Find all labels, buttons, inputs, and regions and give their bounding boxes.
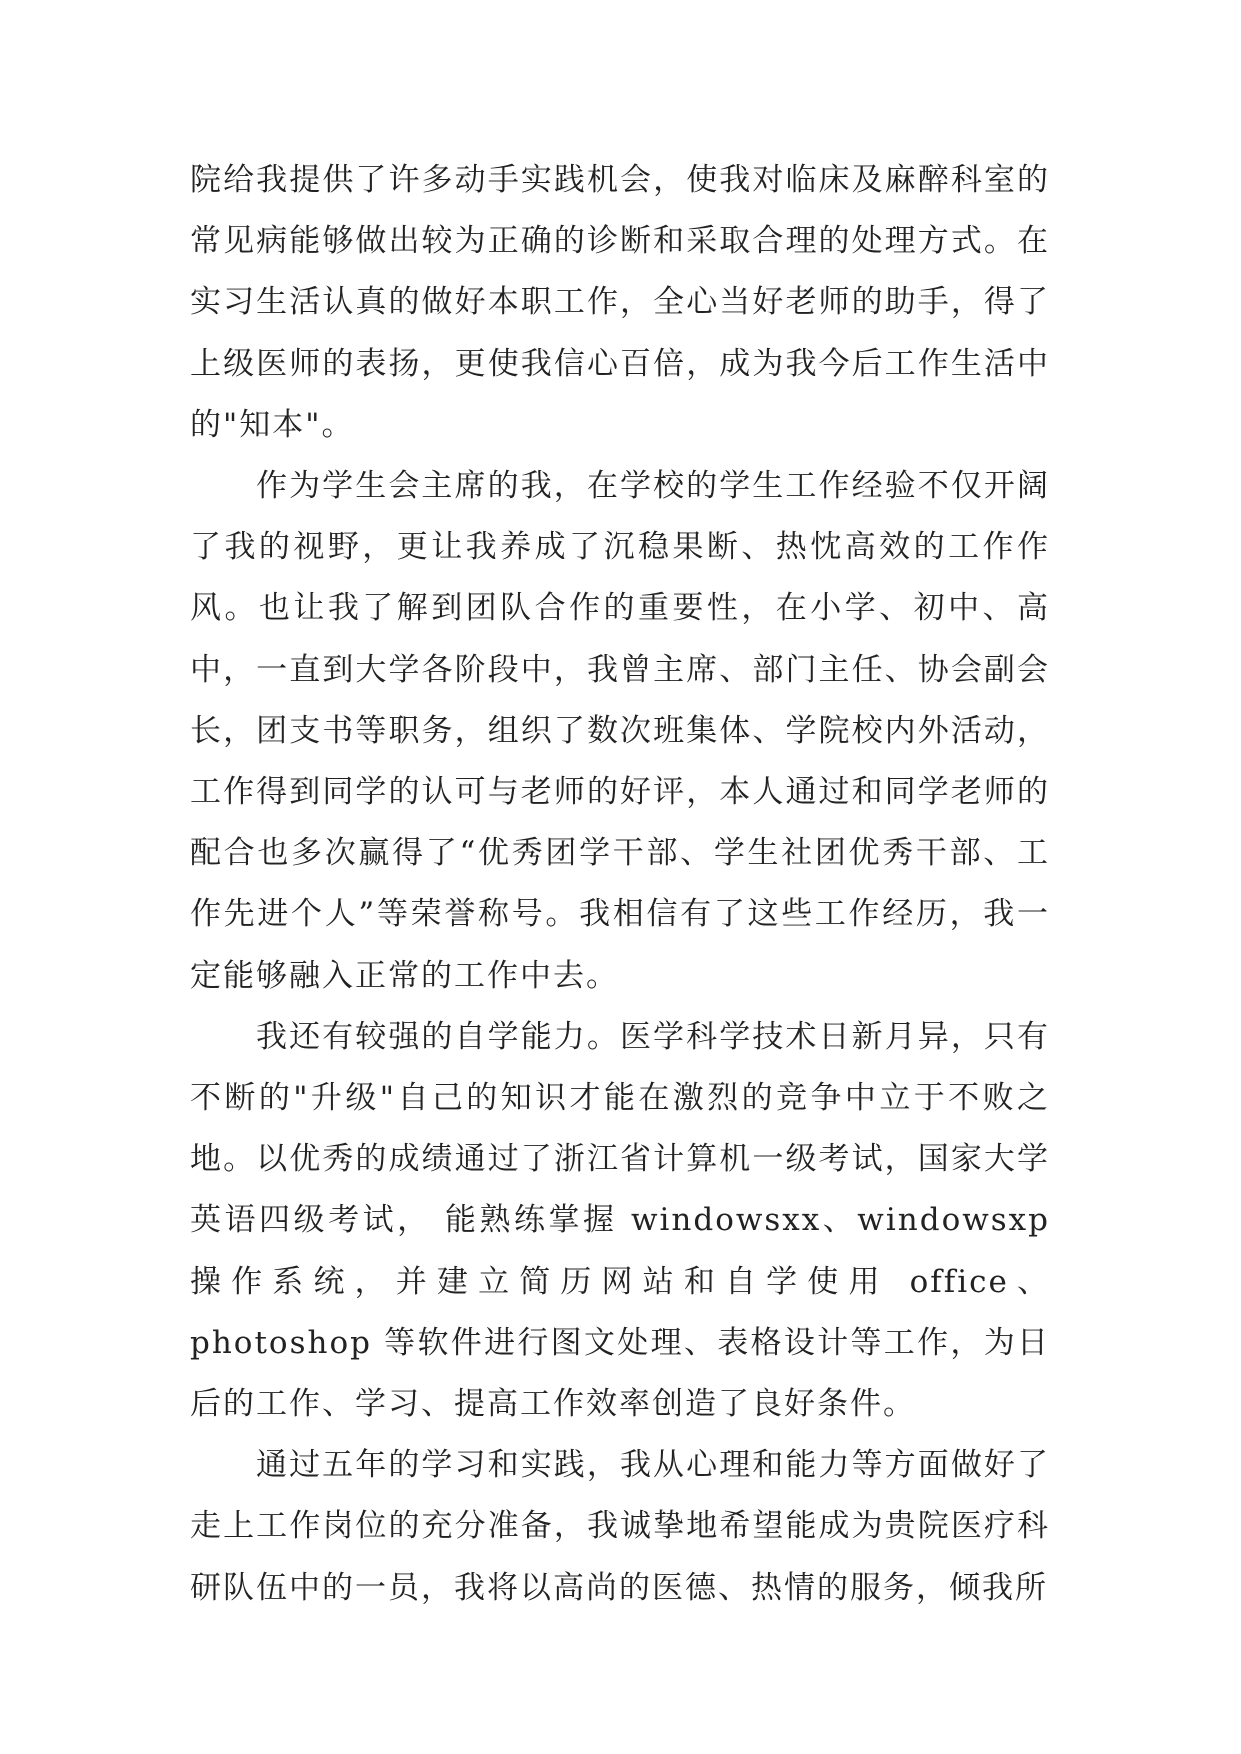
paragraph-conclusion: 通过五年的学习和实践，我从心理和能力等方面做好了走上工作岗位的充分准备，我诚挚地希望能成为贵院医疗科研队伍中的一员，我将以高尚的医德、热情的服务，倾我所 [190, 1447, 1050, 1606]
paragraph-continuation: 院给我提供了许多动手实践机会，使我对临床及麻醉科室的常见病能够做出较为正确的诊断和采取合理的处理方式。在实习生活认真的做好本职工作，全心当好老师的助手，得了上级医师的表扬，更使我信心百倍，成为我今后工作生活中的"知本"。 [190, 162, 1050, 443]
document-body [190, 150, 1050, 1619]
paragraph-student-union: 作为学生会主席的我，在学校的学生工作经验不仅开阔了我的视野，更让我养成了沉稳果断、热忱高效的工作作风。也让我了解到团队合作的重要性，在小学、初中、高中，一直到大学各阶段中，我曾主席、部门主任、协会副会长，团支书等职务，组织了数次班集体、学院校内外活动，工作得到同学的认可与老师的好评，本人通过和同学老师的配合也多次赢得了“优秀团学干部、学生社团优秀干部、工作先进个人”等荣誉称号。我相信有了这些工作经历，我一定能够融入正常的工作中去。 [190, 468, 1050, 994]
paragraph-self-learning: 我还有较强的自学能力。医学科学技术日新月异，只有不断的"升级"自己的知识才能在激烈的竞争中立于不败之地。以优秀的成绩通过了浙江省计算机一级考试，国家大学英语四级考试， 能熟练掌握 windowsxx、windowsxp 操作系统，并建立简历网站和自学使用 office、photoshop 等软件进行图文处理、表格设计等工作，为日后的工作、学习、提高工作效率创造了良好条件。 [190, 1018, 1050, 1423]
